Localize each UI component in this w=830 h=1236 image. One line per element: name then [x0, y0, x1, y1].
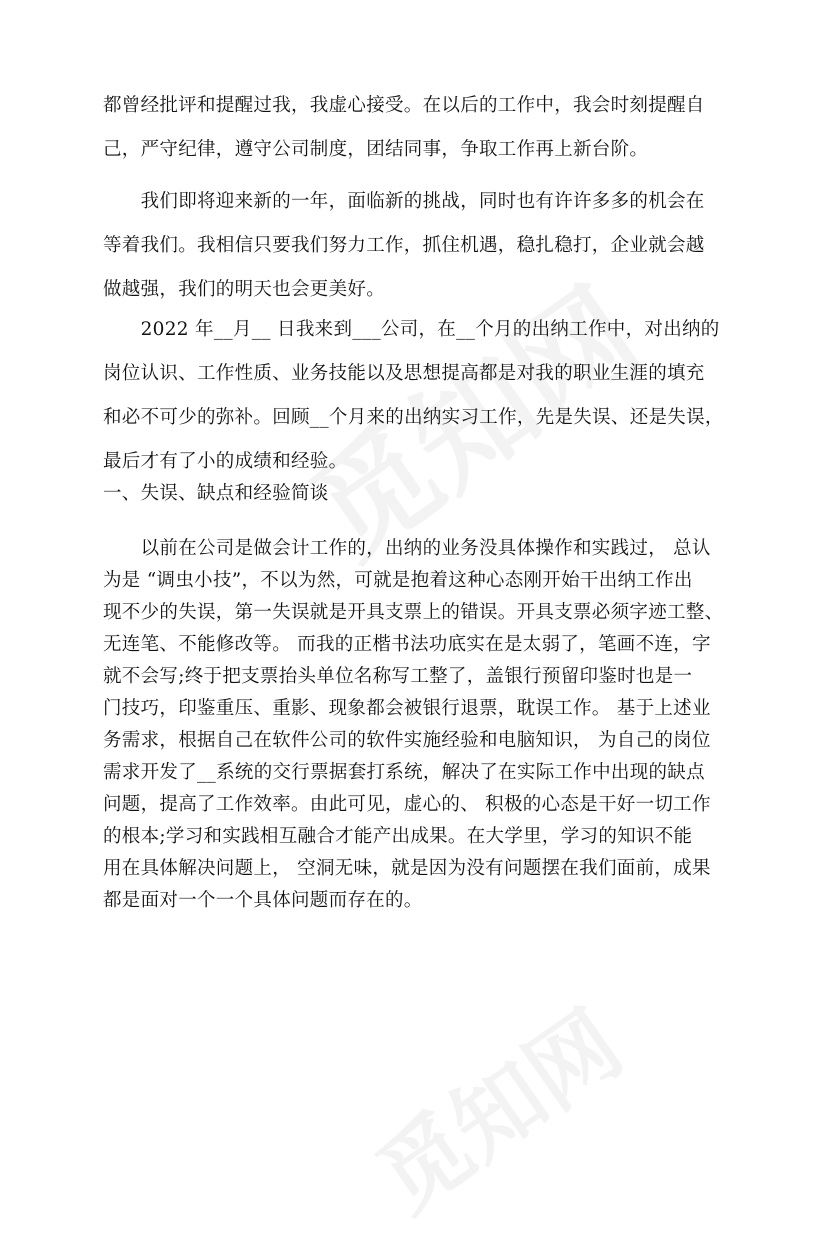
- text-line: 等着我们。我相信只要我们努力工作，抓住机遇，稳扎稳打，企业就会越: [103, 235, 705, 256]
- text-line: 无连笔、不能修改等。 而我的正楷书法功底实在是太弱了，笔画不连，字: [103, 634, 711, 655]
- text-line: 最后才有了小的成绩和经验。: [103, 451, 348, 472]
- text-line: 用在具体解决问题上， 空洞无味，就是因为没有问题摆在我们面前，成果: [103, 858, 711, 879]
- paragraph-3: [103, 320, 724, 472]
- text-line: 和必不可少的弥补。回顾__个月来的出纳实习工作，先是失误、还是失误，: [103, 407, 724, 428]
- text-line: 就不会写;终于把支票抬头单位名称写工整了，盖银行预留印鉴时也是一: [103, 666, 693, 687]
- paragraph-4: [103, 539, 723, 911]
- text-line: 的根本;学习和实践相互融合才能产出成果。在大学里，学习的知识不能: [103, 826, 693, 847]
- text-line: 己，严守纪律，遵守公司制度，团结同事，争取工作再上新台阶。: [103, 139, 649, 160]
- watermark-logo: [347, 974, 643, 1235]
- text-line: 以前在公司是做会计工作的，出纳的业务没具体操作和实践过， 总认: [103, 538, 711, 559]
- text-line: 岗位认识、工作性质、业务技能以及思想提高都是对我的职业生涯的填充: [103, 363, 705, 384]
- text-line: 务需求，根据自己在软件公司的软件实施经验和电脑知识， 为自己的岗位: [103, 730, 711, 751]
- text-line: 现不少的失误，第一失误就是开具支票上的错误。开具支票必须字迹工整、: [103, 602, 724, 623]
- section-heading: 一、失误、缺点和经验简谈: [103, 483, 329, 504]
- text-line: 都是面对一个一个具体问题而存在的。: [103, 890, 423, 911]
- text-line: 门技巧，印鉴重压、重影、现象都会被银行退票，耽误工作。 基于上述业: [103, 698, 711, 719]
- text-line: 需求开发了__系统的交行票据套打系统，解决了在实际工作中出现的缺点: [103, 762, 705, 783]
- paragraph-1: [103, 96, 705, 160]
- text-line: 做越强，我们的明天也会更美好。: [103, 279, 386, 300]
- text-line: 都曾经批评和提醒过我，我虚心接受。在以后的工作中，我会时刻提醒自: [103, 95, 705, 116]
- text-line: 问题，提高了工作效率。由此可见，虚心的、 积极的心态是干好一切工作: [103, 794, 711, 815]
- text-line: 为是 “调虫小技”，不以为然，可就是抱着这种心态刚开始干出纳工作出: [103, 570, 693, 591]
- text-line: 我们即将迎来新的一年，面临新的挑战，同时也有许许多多的机会在: [103, 191, 705, 212]
- paragraph-2: [103, 192, 705, 300]
- text-line: 2022 年__月__ 日我来到___公司，在__个月的出纳工作中，对出纳的: [103, 319, 720, 340]
